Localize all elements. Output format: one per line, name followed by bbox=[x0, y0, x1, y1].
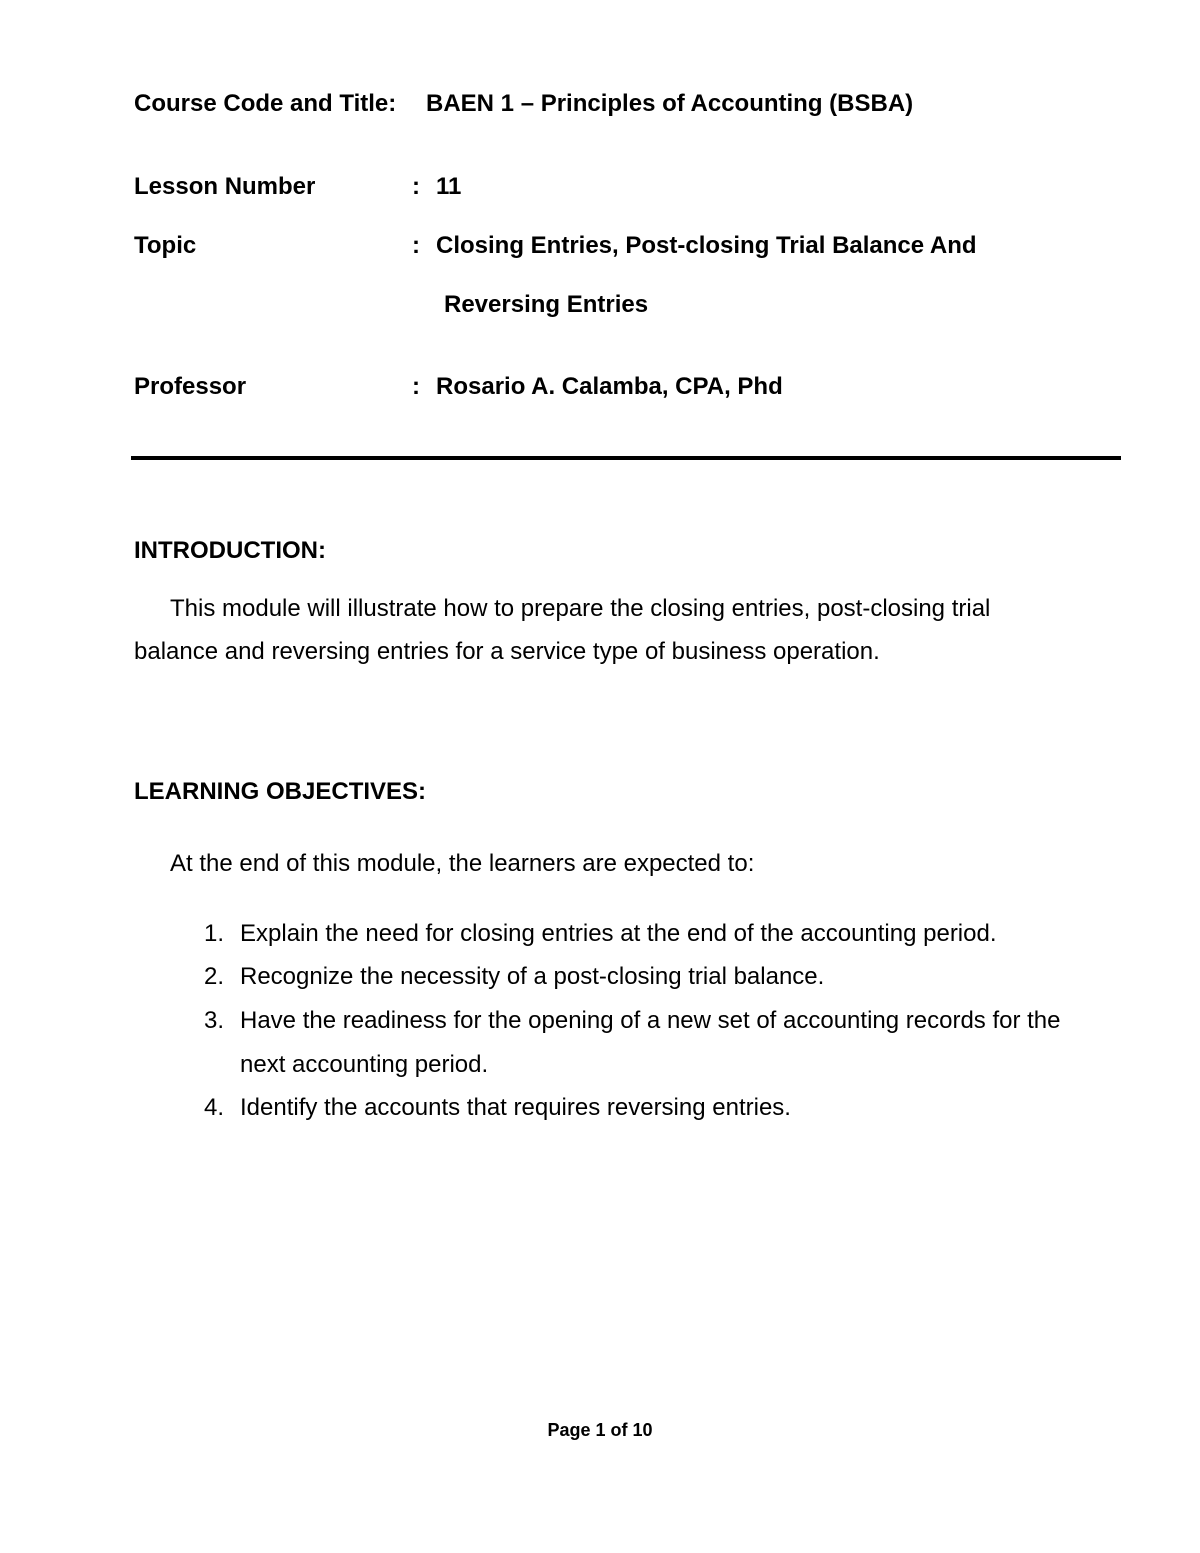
objective-text: Recognize the necessity of a post-closing trial balance. bbox=[240, 963, 825, 990]
lesson-number-label: Lesson Number bbox=[134, 173, 316, 200]
lesson-number-value: 11 bbox=[436, 173, 462, 200]
professor-label: Professor bbox=[134, 373, 247, 400]
professor-name: Rosario A. Calamba, CPA, Phd bbox=[436, 373, 783, 400]
course-title: BAEN 1 – Principles of Accounting (BSBA) bbox=[426, 90, 914, 117]
objective-text: Identify the accounts that requires reversing entries. bbox=[240, 1094, 791, 1121]
introduction-paragraph-line2: balance and reversing entries for a service type of business operation. bbox=[134, 638, 880, 665]
objective-number: 4. bbox=[204, 1094, 225, 1121]
objective-text: Have the readiness for the opening of a new set of accounting records for the bbox=[240, 1007, 1061, 1034]
lesson-number-separator: : bbox=[412, 173, 420, 200]
objective-number: 2. bbox=[204, 963, 225, 990]
header-divider bbox=[131, 456, 1121, 460]
course-label: Course Code and Title: bbox=[134, 90, 397, 117]
objectives-intro: At the end of this module, the learners are expected to: bbox=[170, 850, 755, 877]
page-number: Page 1 of 10 bbox=[547, 1420, 653, 1440]
topic-label: Topic bbox=[134, 232, 197, 259]
topic-value-line2: Reversing Entries bbox=[444, 291, 649, 318]
topic-value-line1: Closing Entries, Post-closing Trial Balance And bbox=[436, 232, 977, 259]
introduction-heading: INTRODUCTION: bbox=[134, 537, 326, 564]
introduction-paragraph-line1: This module will illustrate how to prepare the closing entries, post-closing trial bbox=[170, 595, 991, 622]
objective-text-continuation: next accounting period. bbox=[240, 1051, 489, 1078]
professor-separator: : bbox=[412, 373, 420, 400]
objective-number: 3. bbox=[204, 1007, 225, 1034]
objective-text: Explain the need for closing entries at the end of the accounting period. bbox=[240, 920, 997, 947]
objective-number: 1. bbox=[204, 920, 225, 947]
topic-separator: : bbox=[412, 232, 420, 259]
learning-objectives-heading: LEARNING OBJECTIVES: bbox=[134, 778, 427, 805]
